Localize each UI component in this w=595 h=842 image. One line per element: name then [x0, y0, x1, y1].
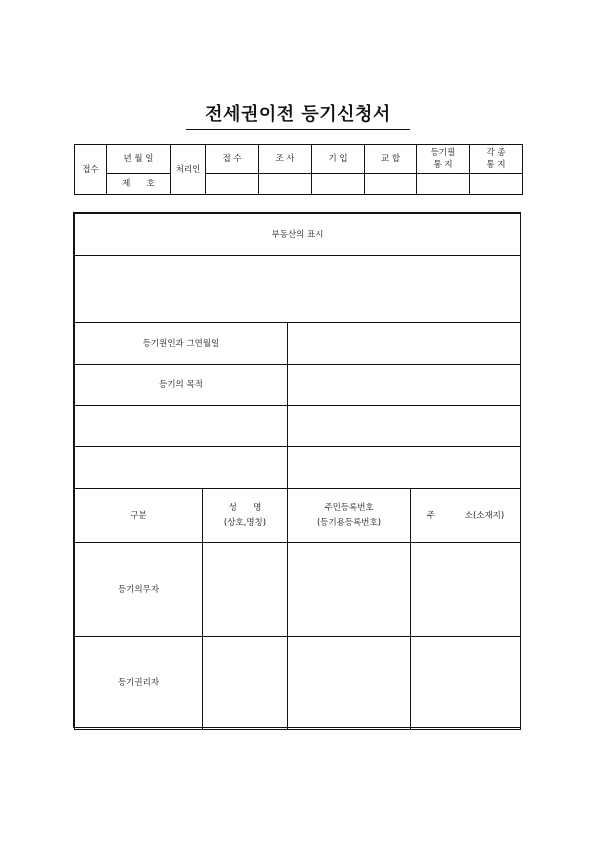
purpose-field[interactable]: [288, 365, 521, 406]
id-header-line1: 주민등록번호: [324, 502, 374, 513]
cause-label: 등기원인과 그연월일: [75, 323, 288, 365]
obligor-id-field[interactable]: [288, 543, 411, 637]
obligee-name-field[interactable]: [203, 637, 288, 730]
parties-category-header: 구분: [75, 489, 203, 543]
parties-name-header: [203, 489, 288, 543]
reception-label: 접수: [75, 145, 107, 195]
stamp-cell-reception[interactable]: [206, 174, 259, 195]
obligor-label: 등기의무자: [75, 543, 203, 637]
obligee-label: 등기권리자: [75, 637, 203, 730]
stamp-col-check: 교 합: [365, 145, 417, 174]
extra-field-1[interactable]: [288, 406, 521, 447]
extra-label-cell-2[interactable]: [75, 447, 288, 489]
page-title: 전세권이전 등기신청서: [186, 104, 410, 130]
obligor-address-field[interactable]: [411, 543, 521, 637]
cause-field[interactable]: [288, 323, 521, 365]
stamp-cell-registration-notice[interactable]: [417, 174, 470, 195]
name-header-line2: (상호,명칭): [223, 517, 267, 528]
id-header-line2: (등기용등록번호): [316, 517, 382, 528]
stamp-col-investigation: 조 사: [259, 145, 312, 174]
stamp-cell-entry[interactable]: [312, 174, 365, 195]
stamp-cell-check[interactable]: [365, 174, 417, 195]
reception-stamp-table: [74, 144, 523, 195]
extra-field-2[interactable]: [288, 447, 521, 489]
stamp-cell-investigation[interactable]: [259, 174, 312, 195]
number-label: 제 호: [107, 174, 171, 195]
name-header-line1: 성 명: [228, 502, 262, 513]
extra-label-cell-1[interactable]: [75, 406, 288, 447]
handler-label: 처리인: [171, 145, 206, 195]
application-form-table: [74, 213, 521, 730]
stamp-cell-various-notice[interactable]: [470, 174, 523, 195]
obligee-id-field[interactable]: [288, 637, 411, 730]
property-header: 부동산의 표시: [75, 214, 521, 256]
property-field[interactable]: [75, 256, 521, 323]
stamp-col-registration-notice: 등기필 통 지: [417, 145, 470, 174]
parties-id-header: [288, 489, 411, 543]
obligor-name-field[interactable]: [203, 543, 288, 637]
purpose-label: 등기의 목적: [75, 365, 288, 406]
stamp-col-entry: 기 입: [312, 145, 365, 174]
obligee-address-field[interactable]: [411, 637, 521, 730]
stamp-col-reception: 접 수: [206, 145, 259, 174]
date-label: 년 월 일: [107, 145, 171, 174]
parties-address-header: 주 소(소재지): [411, 489, 521, 543]
stamp-col-various-notice: 각 종 통 지: [470, 145, 523, 174]
